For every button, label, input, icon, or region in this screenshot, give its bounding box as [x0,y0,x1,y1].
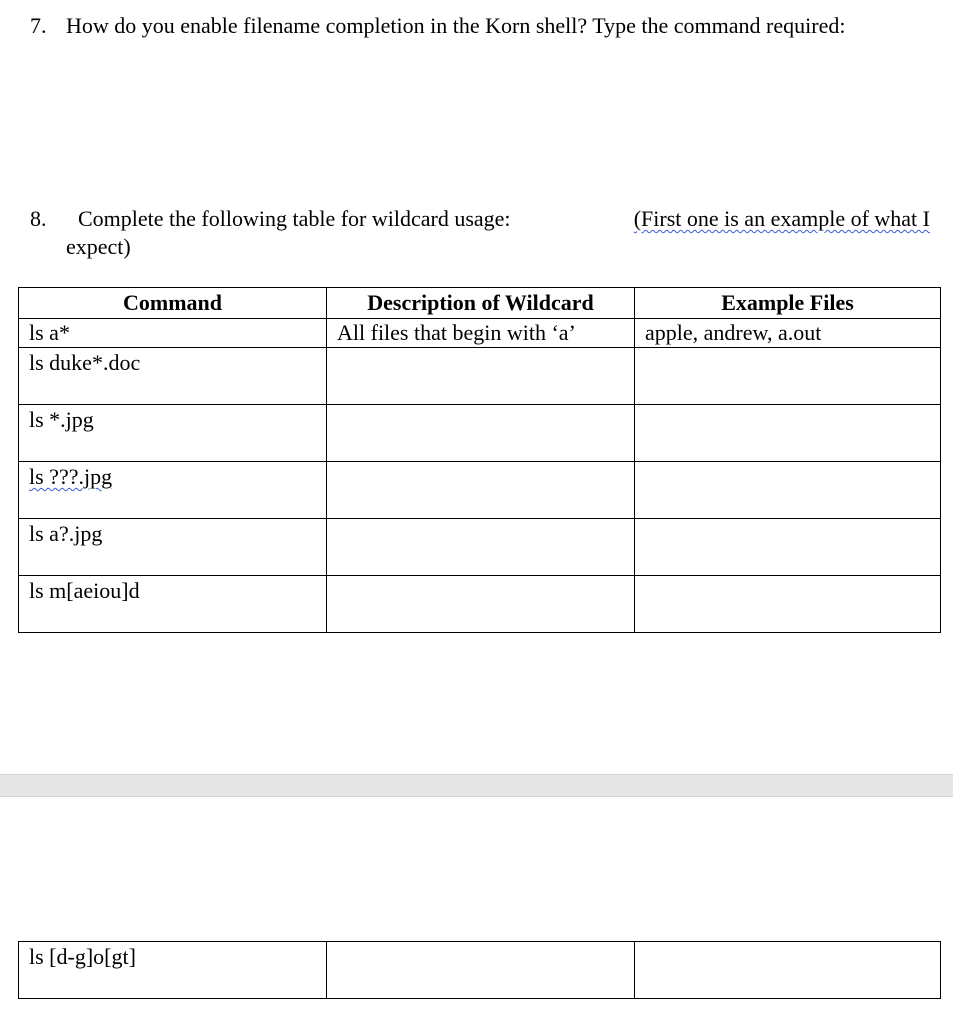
header-example-files: Example Files [635,288,941,319]
description-cell[interactable] [327,348,635,405]
question-8-number: 8. [30,206,47,231]
table-row [19,519,941,576]
example-description: All files that begin with ‘a’ [327,319,635,348]
question-7-text: How do you enable filename completion in the Korn shell? Type the command required: [66,13,846,38]
table-header-row [19,288,941,319]
table-row [19,576,941,633]
header-description: Description of Wildcard [327,288,635,319]
example-files-cell[interactable] [635,462,941,519]
question-8-text-line-2: expect) [66,234,131,259]
question-7-number: 7. [30,13,47,38]
table-row [19,405,941,462]
table-row [19,462,941,519]
command-cell: ls [d-g]o[gt] [19,942,327,999]
wildcard-table-continued [18,941,941,999]
example-command: ls a* [19,319,327,348]
example-files-cell[interactable] [635,576,941,633]
example-files-cell[interactable] [635,942,941,999]
example-files-cell[interactable] [635,405,941,462]
command-cell: ls duke*.doc [19,348,327,405]
description-cell[interactable] [327,576,635,633]
command-cell: ls *.jpg [19,405,327,462]
example-files-cell[interactable] [635,519,941,576]
wildcard-table [18,287,941,633]
description-cell[interactable] [327,942,635,999]
question-8-line-1 [30,205,930,233]
example-files [635,319,941,348]
description-cell[interactable] [327,519,635,576]
description-cell[interactable] [327,462,635,519]
example-files-cell[interactable] [635,348,941,405]
question-8-lead [30,205,511,233]
command-cell [19,462,327,519]
question-7 [30,12,845,40]
header-command: Command [19,288,327,319]
table-row [19,942,941,999]
example-row [19,319,941,348]
question-8-text-part-2: (First one is an example of what I [633,206,930,231]
table-row [19,348,941,405]
command-cell: ls m[aeiou]d [19,576,327,633]
question-8-text-part-1: Complete the following table for wildcard usage: [78,206,511,231]
description-cell[interactable] [327,405,635,462]
question-8 [30,205,930,261]
command-cell: ls a?.jpg [19,519,327,576]
page-break-gap [0,774,953,797]
example-files-text: apple, andrew, a.out [645,320,822,345]
command-text: ls ???.jpg [29,464,113,489]
